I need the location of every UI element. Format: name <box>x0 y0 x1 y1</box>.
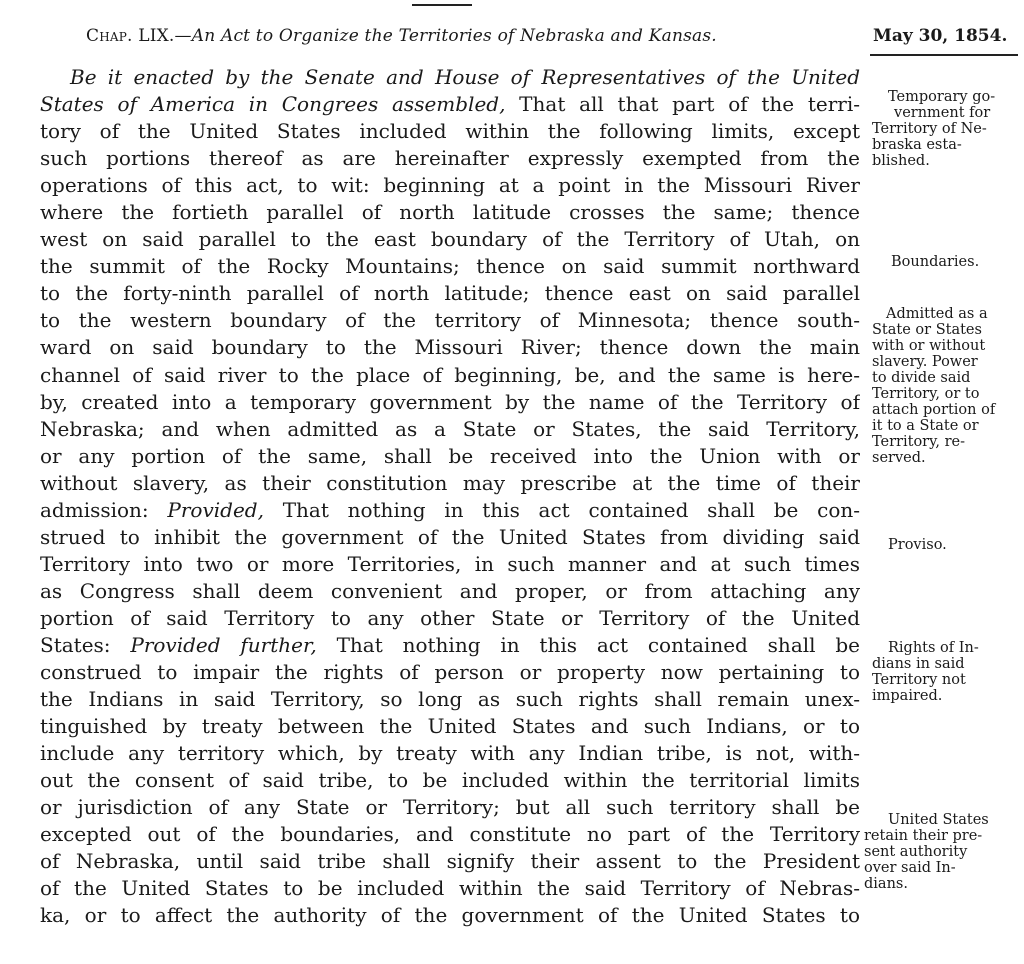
body-line: Be it enacted by the Senate and House of Representatives of the United <box>70 65 860 89</box>
body-line: Territory into two or more Territories, in such manner and at such times <box>40 551 860 576</box>
margin-note-temporary-government <box>872 89 1024 169</box>
margin-note-line: served. <box>872 450 926 466</box>
margin-note-line: Rights of In- <box>888 640 979 656</box>
margin-note-line: to divide said <box>872 370 971 386</box>
act-title: An Act to Organize the Territories of Nebraska and Kansas. <box>191 26 717 46</box>
body-line-roman: That nothing in this act contained shall be <box>316 632 860 657</box>
margin-note-line: Temporary go- <box>888 89 996 105</box>
body-line-italic: Provided further, <box>130 632 317 657</box>
body-line: Nebraska; and when admitted as a State or States, the said Territory, <box>40 416 860 441</box>
margin-note-line: United States <box>888 812 989 828</box>
body-line: the Indians in said Territory, so long as such rights shall remain unex- <box>40 687 860 712</box>
body-line: where the fortieth parallel of north latitude crosses the same; thence <box>40 200 860 225</box>
body-line-italic: States of America in Congrees assembled, <box>40 92 506 117</box>
margin-note-proviso <box>888 537 1024 553</box>
margin-note-line: Territory not <box>872 672 966 688</box>
margin-note-admitted <box>872 306 1024 466</box>
body-line: ward on said boundary to the Missouri River; thence down the main <box>40 335 860 360</box>
margin-note-boundaries <box>891 254 1024 270</box>
body-line: as Congress shall deem convenient and proper, or from attaching any <box>40 578 860 603</box>
top-rule <box>412 4 472 6</box>
body-line: include any territory which, by treaty with any Indian tribe, is not, with- <box>40 741 860 766</box>
body-line-roman: States: <box>40 632 131 657</box>
body-line: to the western boundary of the territory of Minnesota; thence south- <box>40 308 860 333</box>
body-line: or jurisdiction of any State or Territory; but all such territory shall be <box>40 795 860 820</box>
margin-note-line: vernment for <box>894 105 991 121</box>
margin-note-line: blished. <box>872 153 930 169</box>
act-body <box>40 64 860 930</box>
margin-note-line: State or States <box>872 322 982 338</box>
margin-note-rights <box>872 640 1024 704</box>
date-underline <box>870 54 1018 56</box>
body-line: excepted out of the boundaries, and constitute no part of the Territory <box>40 822 860 847</box>
margin-note-line: it to a State or <box>872 418 979 434</box>
header-dash: — <box>174 26 192 46</box>
body-line <box>40 632 860 659</box>
body-line: west on said parallel to the east boundary of the Territory of Utah, on <box>40 227 860 252</box>
body-line: portion of said Territory to any other State or Territory of the United <box>40 605 860 630</box>
margin-note-line: retain their pre- <box>864 828 983 844</box>
chapter-number: Chap. LIX. <box>86 26 175 46</box>
body-line: channel of said river to the place of beginning, be, and the same is here- <box>40 362 860 387</box>
body-line: ka, or to affect the authority of the government of the United States to <box>40 903 860 928</box>
margin-note-line: dians. <box>864 876 908 892</box>
body-line-roman: That all that part of the terri- <box>505 92 860 117</box>
body-line <box>40 91 860 118</box>
enactment-date: May 30, 1854. <box>873 26 1008 46</box>
margin-note-line: impaired. <box>872 688 943 704</box>
body-line: tinguished by treaty between the United States and such Indians, or to <box>40 714 860 739</box>
margin-note-line: Territory, re- <box>872 434 966 450</box>
body-line: of Nebraska, until said tribe shall signify their assent to the President <box>40 849 860 874</box>
margin-note-line: Proviso. <box>888 537 947 553</box>
body-line-roman: admission: <box>40 497 168 522</box>
margin-note-line: Admitted as a <box>886 306 988 322</box>
margin-note-line: attach portion of <box>872 402 996 418</box>
body-line: to the forty-ninth parallel of north latitude; thence east on said parallel <box>40 281 860 306</box>
body-line: such portions thereof as are hereinafter expressly exempted from the <box>40 146 860 171</box>
margin-note-united-states <box>864 812 1022 892</box>
body-line: without slavery, as their constitution may prescribe at the time of their <box>40 470 860 495</box>
body-line: by, created into a temporary government by the name of the Territory of <box>40 389 860 414</box>
margin-note-line: slavery. Power <box>872 354 978 370</box>
margin-note-line: braska esta- <box>872 137 962 153</box>
body-line <box>40 497 860 524</box>
margin-note-line: Territory, or to <box>872 386 980 402</box>
margin-note-line: sent authority <box>864 844 968 860</box>
body-line: of the United States to be included within the said Territory of Nebras- <box>40 876 860 901</box>
margin-note-line: Territory of Ne- <box>872 121 987 137</box>
chapter-header <box>86 26 717 46</box>
body-line: construed to impair the rights of person or property now pertaining to <box>40 660 860 685</box>
body-line: operations of this act, to wit: beginning at a point in the Missouri River <box>40 173 860 198</box>
margin-note-line: Boundaries. <box>891 254 980 270</box>
body-line: strued to inhibit the government of the United States from dividing said <box>40 524 860 549</box>
body-line-roman: That nothing in this act contained shall be con- <box>263 497 860 522</box>
margin-note-line: dians in said <box>872 656 965 672</box>
body-line-italic: Provided, <box>167 497 264 522</box>
body-line: the summit of the Rocky Mountains; thence on said summit northward <box>40 254 860 279</box>
margin-note-line: over said In- <box>864 860 956 876</box>
margin-note-line: with or without <box>872 338 986 354</box>
body-line: or any portion of the same, shall be received into the Union with or <box>40 443 860 468</box>
body-line: tory of the United States included within the following limits, except <box>40 119 860 144</box>
body-line: out the consent of said tribe, to be included within the territorial limits <box>40 768 860 793</box>
